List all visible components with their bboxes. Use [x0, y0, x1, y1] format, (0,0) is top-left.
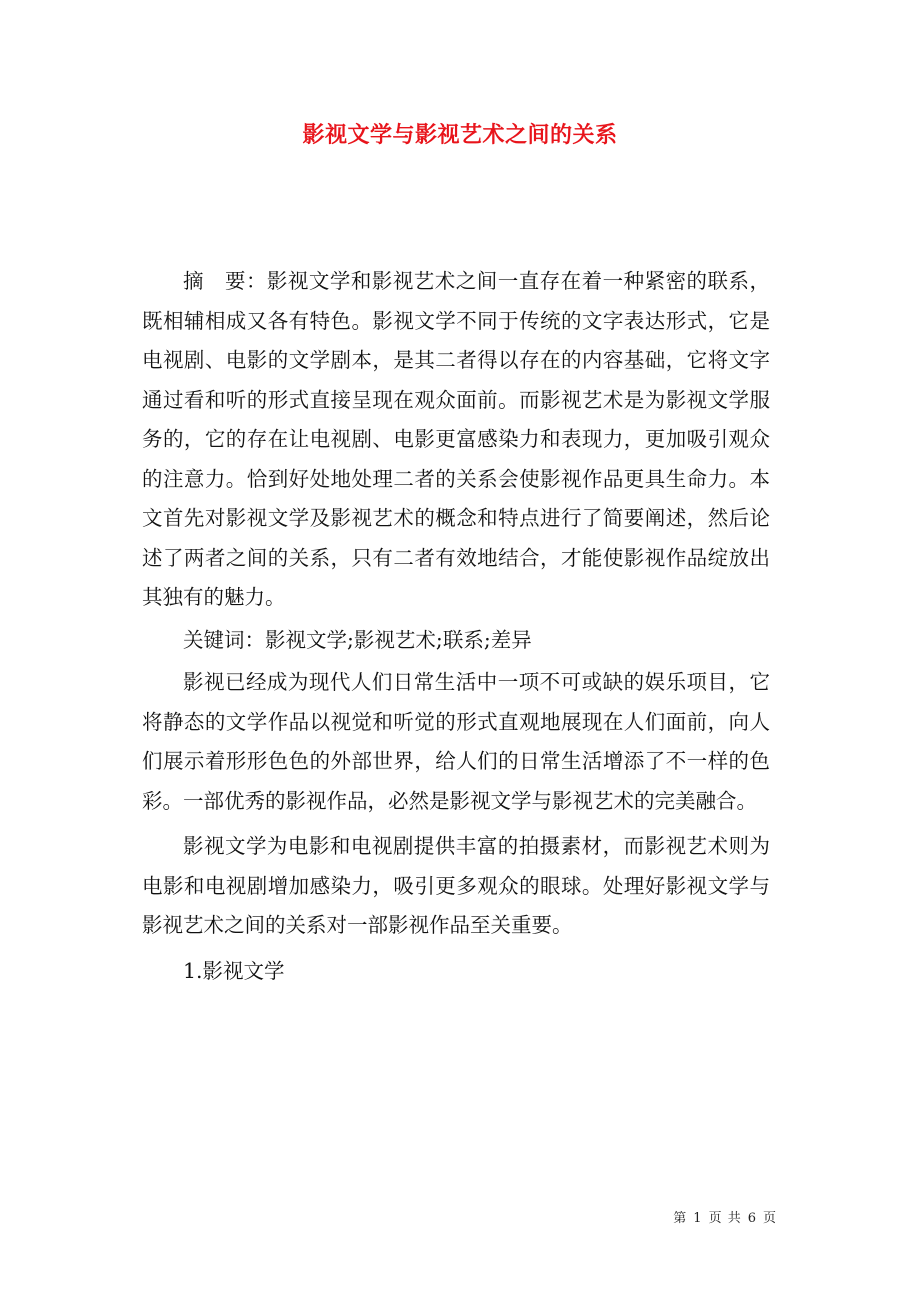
keywords-paragraph: 关键词：影视文学;影视艺术;联系;差异 [183, 627, 532, 652]
page-number-footer [670, 1207, 780, 1226]
footer-mid: 页 共 [708, 1211, 742, 1226]
section-heading: 1.影视文学 [183, 958, 285, 983]
footer-prefix: 第 [673, 1211, 688, 1226]
footer-suffix: 页 [762, 1211, 777, 1226]
document-body [142, 262, 770, 997]
footer-total-pages: 6 [747, 1211, 757, 1226]
body-paragraph-1: 影视已经成为现代人们日常生活中一项不可或缺的娱乐项目，它将静态的文学作品以视觉和听觉的形式直观地展现在人们面前，向人们展示着形形色色的外部世界，给人们的日常生活增添了不一样的色彩。一部优秀的影视作品，必然是影视文学与影视艺术的完美融合。 [142, 670, 770, 813]
body-paragraph-2: 影视文学为电影和电视剧提供丰富的拍摄素材，而影视艺术则为电影和电视剧增加感染力，吸引更多观众的眼球。处理好影视文学与影视艺术之间的关系对一部影视作品至关重要。 [142, 834, 770, 937]
abstract-paragraph: 摘 要：影视文学和影视艺术之间一直存在着一种紧密的联系，既相辅相成又各有特色。影视文学不同于传统的文字表达形式，它是电视剧、电影的文学剧本，是其二者得以存在的内容基础，它将文字通过看和听的形式直接呈现在观众面前。而影视艺术是为影视文学服务的，它的存在让电视剧、电影更富感染力和表现力，更加吸引观众的注意力。恰到好处地处理二者的关系会使影视作品更具生命力。本文首先对影视文学及影视艺术的概念和特点进行了简要阐述，然后论述了两者之间的关系，只有二者有效地结合，才能使影视作品绽放出其独有的魅力。 [142, 269, 770, 609]
footer-current-page: 1 [693, 1211, 703, 1226]
document-title: 影视文学与影视艺术之间的关系 [302, 122, 618, 148]
